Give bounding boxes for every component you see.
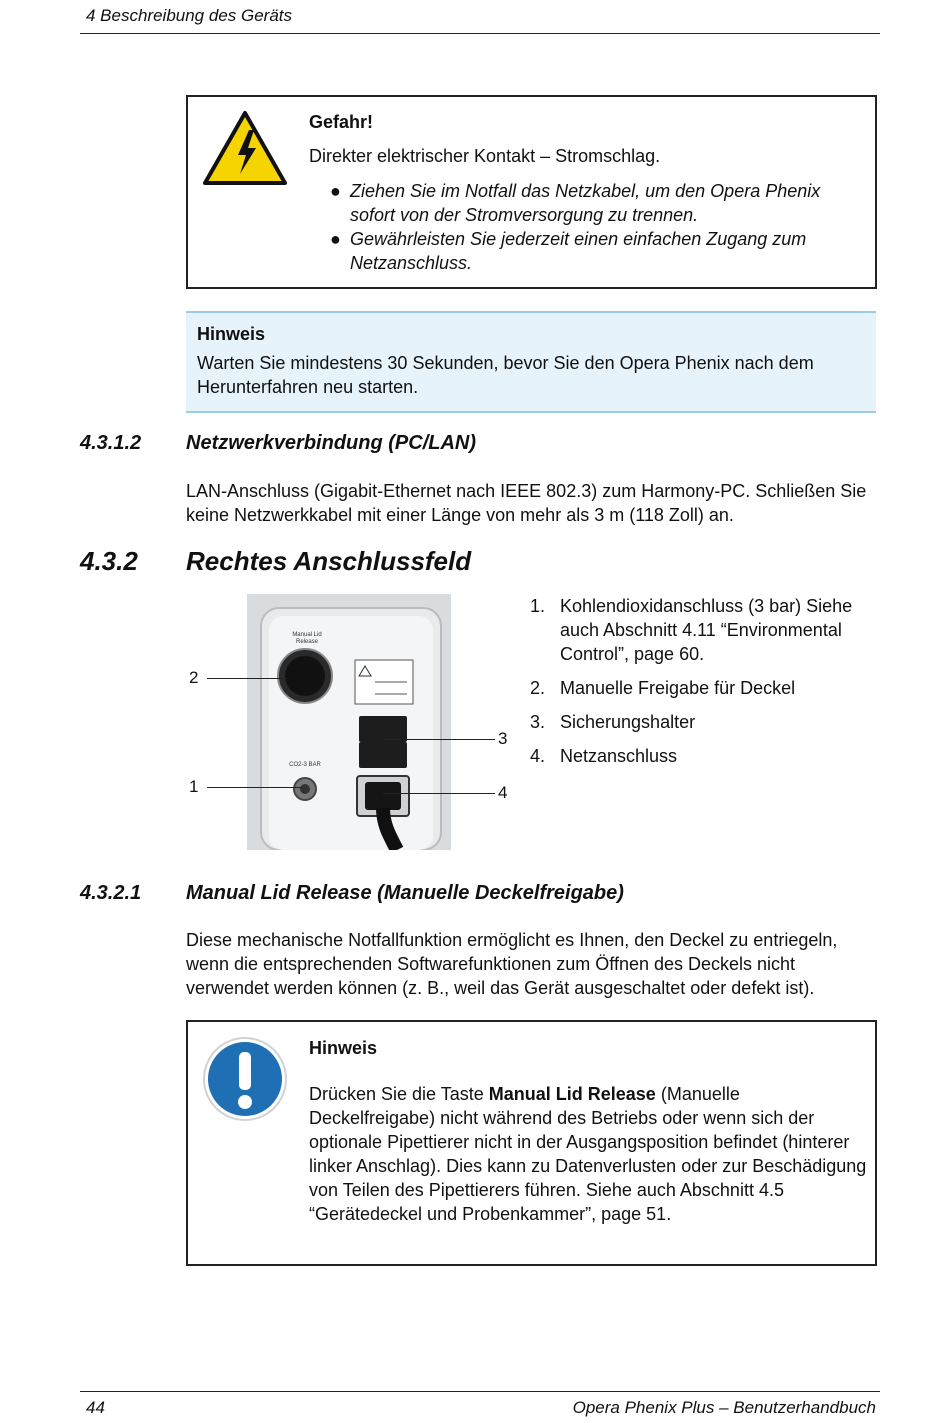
list-item: ● Ziehen Sie im Notfall das Netzkabel, um den Opera Phenix sofort von der Stromversorgung zu trennen. xyxy=(330,181,821,225)
callout-label: 3 xyxy=(498,729,508,748)
list-item: 3. Sicherungshalter xyxy=(530,712,696,732)
callout-line xyxy=(383,793,495,794)
list-item: ● Gewährleisten Sie jederzeit einen einfachen Zugang zum Netzanschluss. xyxy=(330,229,807,273)
exclamation-info-icon xyxy=(202,1036,288,1122)
callout-label: 2 xyxy=(189,668,199,687)
header-rule xyxy=(80,33,880,34)
callout-label: 1 xyxy=(189,777,199,796)
section-text: Diese mechanische Notfallfunktion ermöglicht es Ihnen, den Deckel zu entriegeln, wenn die entsprechenden Softwarefunktionen zum Öffnen des Deckels nicht verwendet werden können (z. B., weil das Gerät ausgeschaltet oder defekt ist). xyxy=(186,930,838,998)
hint-title: Hinweis xyxy=(309,1038,378,1058)
parts-list xyxy=(530,594,870,778)
section-number: 4.3.2.1 xyxy=(80,882,142,904)
danger-title: Gefahr! xyxy=(309,112,374,132)
note-title: Hinweis xyxy=(197,324,266,344)
callout-line xyxy=(207,678,287,679)
callout-line xyxy=(207,787,302,788)
section-text: LAN-Anschluss (Gigabit-Ethernet nach IEEE 802.3) zum Harmony-PC. Schließen Sie keine Netzwerkkabel mit einer Länge von mehr als 3 m (118 Zoll) an. xyxy=(186,481,867,525)
danger-text: Direkter elektrischer Kontakt – Stromschlag. xyxy=(309,146,661,166)
running-header: 4 Beschreibung des Geräts xyxy=(86,6,293,25)
section-number: 4.3.1.2 xyxy=(80,432,142,454)
hint-text: Drücken Sie die Taste Manual Lid Release (Manuelle Deckelfreigabe) nicht während des Betriebs oder wenn sich der optionale Pipettierer nicht in der Ausgangsposition befindet (hinterer linker Anschlag). Dies kann zu Datenverlusten oder zur Beschädigung von Teilen des Pipettierers führen. Siehe auch Abschnitt 4.5 “Gerätedeckel und Probenkammer”, page 51. xyxy=(309,1084,867,1224)
manual-title: Opera Phenix Plus – Benutzerhandbuch xyxy=(572,1398,876,1417)
note-text: Warten Sie mindestens 30 Sekunden, bevor Sie den Opera Phenix nach dem Herunterfahren neu starten. xyxy=(197,353,814,397)
list-item: 2. Manuelle Freigabe für Deckel xyxy=(530,678,796,698)
high-voltage-warning-icon xyxy=(202,110,288,186)
page-number: 44 xyxy=(86,1398,105,1417)
callout-label: 4 xyxy=(498,783,508,802)
panel-label: Release xyxy=(295,639,319,645)
section-number: 4.3.2 xyxy=(80,546,138,576)
callout-line xyxy=(383,739,495,740)
list-item: 1. Kohlendioxidanschluss (3 bar) Siehe auch Abschnitt 4.11 “Environmental Control”, page 60. xyxy=(530,596,853,664)
danger-list xyxy=(330,179,850,275)
section-title: Manual Lid Release (Manuelle Deckelfreigabe) xyxy=(186,882,624,904)
footer-rule xyxy=(80,1391,880,1392)
power-socket xyxy=(365,782,401,810)
connection-panel-photo xyxy=(247,594,451,850)
list-item: 4. Netzanschluss xyxy=(530,746,678,766)
panel-label: Manual Lid xyxy=(292,632,322,638)
section-title: Rechtes Anschlussfeld xyxy=(186,546,472,576)
hint-button-name: Manual Lid Release xyxy=(488,1084,656,1104)
panel-label: CO2-3 BAR xyxy=(289,762,321,768)
section-title: Netzwerkverbindung (PC/LAN) xyxy=(186,432,477,454)
